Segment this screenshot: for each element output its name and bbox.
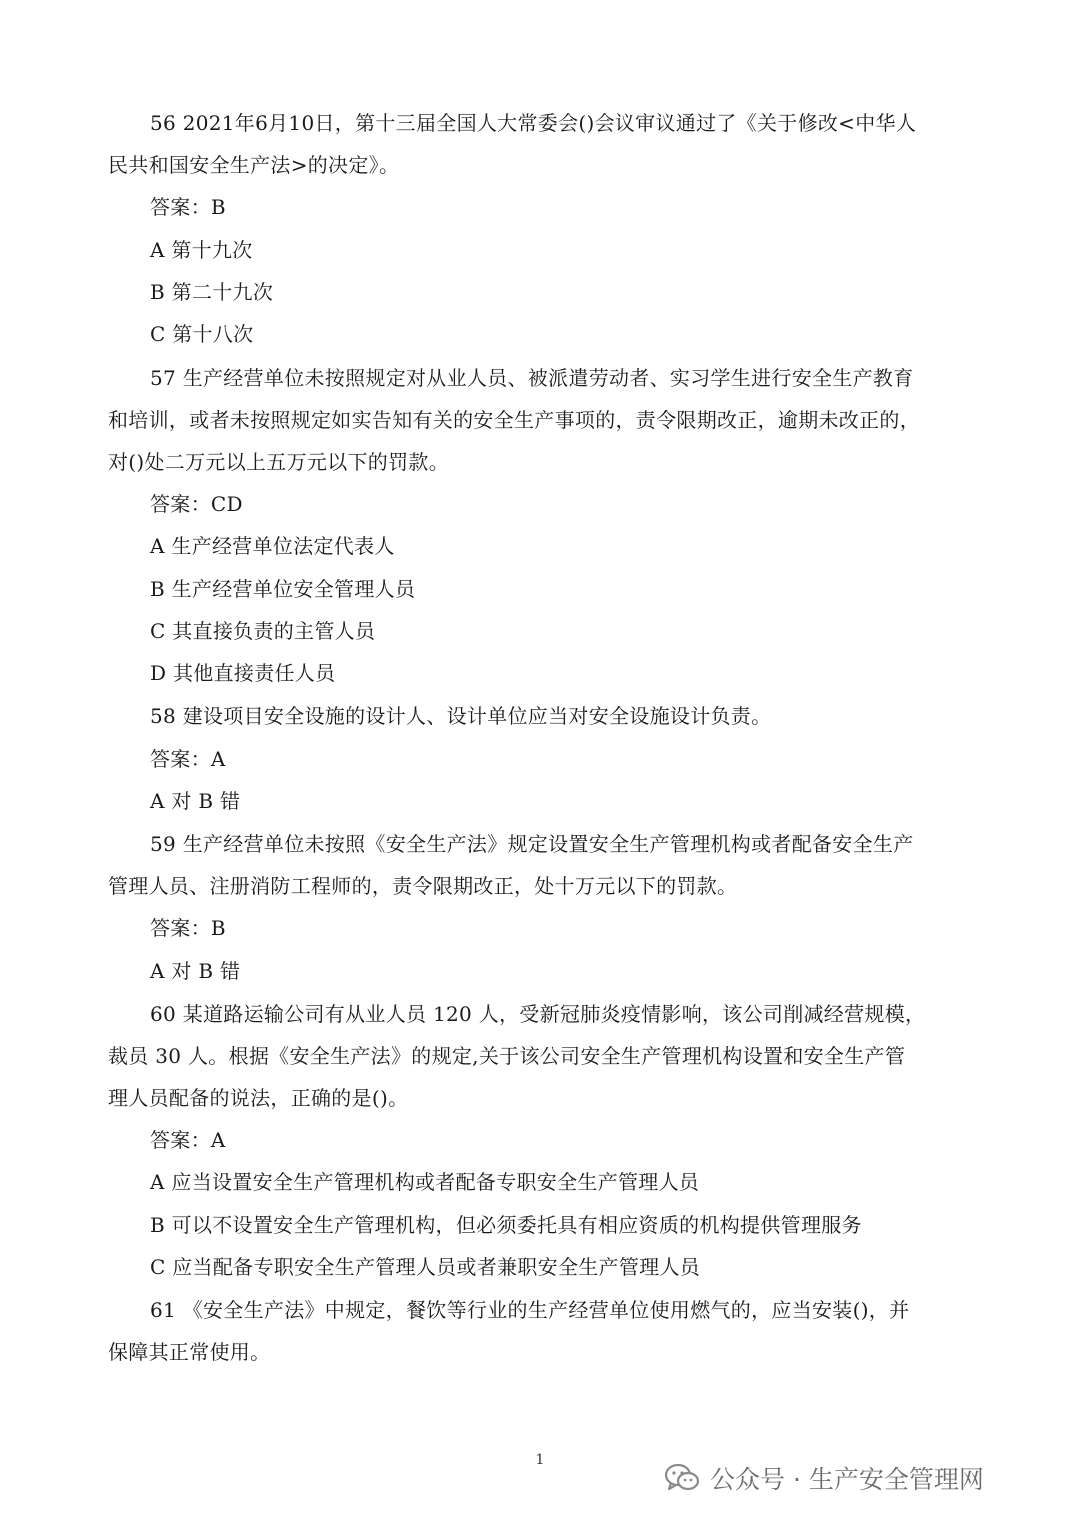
question-60-option-c: C 应当配备专职安全生产管理人员或者兼职安全生产管理人员 [150,1255,701,1279]
question-57-answer: 答案：CD [150,492,243,516]
question-57-text: 57 生产经营单位未按照规定对从业人员、被派遣劳动者、实习学生进行安全生产教育 [150,366,914,390]
question-60-answer: 答案：A [150,1128,226,1152]
question-59-text: 59 生产经营单位未按照《安全生产法》规定设置安全生产管理机构或者配备安全生产 [150,832,914,856]
question-57-option-a: A 生产经营单位法定代表人 [150,534,395,558]
question-56-option-b: B 第二十九次 [150,280,274,304]
question-57-text-cont-2: 对()处二万元以上五万元以下的罚款。 [108,450,450,474]
question-56-text: 56 2021年6月10日，第十三届全国人大常委会()会议审议通过了《关于修改<中华人 [150,111,917,135]
wechat-icon [664,1463,700,1493]
question-56-option-c: C 第十八次 [150,322,254,346]
question-60-option-b: B 可以不设置安全生产管理机构，但必须委托具有相应资质的机构提供管理服务 [150,1213,862,1237]
question-59-options: A 对 B 错 [150,959,241,983]
question-60-text: 60 某道路运输公司有从业人员 120 人，受新冠肺炎疫情影响，该公司削减经营规模， [150,1002,926,1026]
question-56-option-a: A 第十九次 [150,238,253,262]
question-58-options: A 对 B 错 [150,789,241,813]
question-56-text-cont: 民共和国安全生产法>的决定》。 [108,153,400,177]
watermark [664,1458,984,1498]
question-61-text-cont: 保障其正常使用。 [108,1340,271,1364]
question-58-answer: 答案：A [150,747,226,771]
question-59-answer: 答案：B [150,916,226,940]
question-57-text-cont: 和培训，或者未按照规定如实告知有关的安全生产事项的，责令限期改正，逾期未改正的， [108,408,920,432]
question-59-text-cont: 管理人员、注册消防工程师的，责令限期改正，处十万元以下的罚款。 [108,874,738,898]
question-60-option-a: A 应当设置安全生产管理机构或者配备专职安全生产管理人员 [150,1170,700,1194]
question-58-text: 58 建设项目安全设施的设计人、设计单位应当对安全设施设计负责。 [150,704,772,728]
question-60-text-cont: 裁员 30 人。根据《安全生产法》的规定,关于该公司安全生产管理机构设置和安全生产管 [108,1044,906,1068]
page-number: 1 [535,1452,545,1468]
watermark-text: 公众号 · 生产安全管理网 [710,1465,984,1494]
question-57-option-c: C 其直接负责的主管人员 [150,619,376,643]
question-60-text-cont-2: 理人员配备的说法，正确的是()。 [108,1086,409,1110]
question-61-text: 61 《安全生产法》中规定，餐饮等行业的生产经营单位使用燃气的，应当安装()，并 [150,1298,910,1322]
question-56-answer: 答案：B [150,195,226,219]
question-57-option-d: D 其他直接责任人员 [150,661,336,685]
question-57-option-b: B 生产经营单位安全管理人员 [150,577,416,601]
